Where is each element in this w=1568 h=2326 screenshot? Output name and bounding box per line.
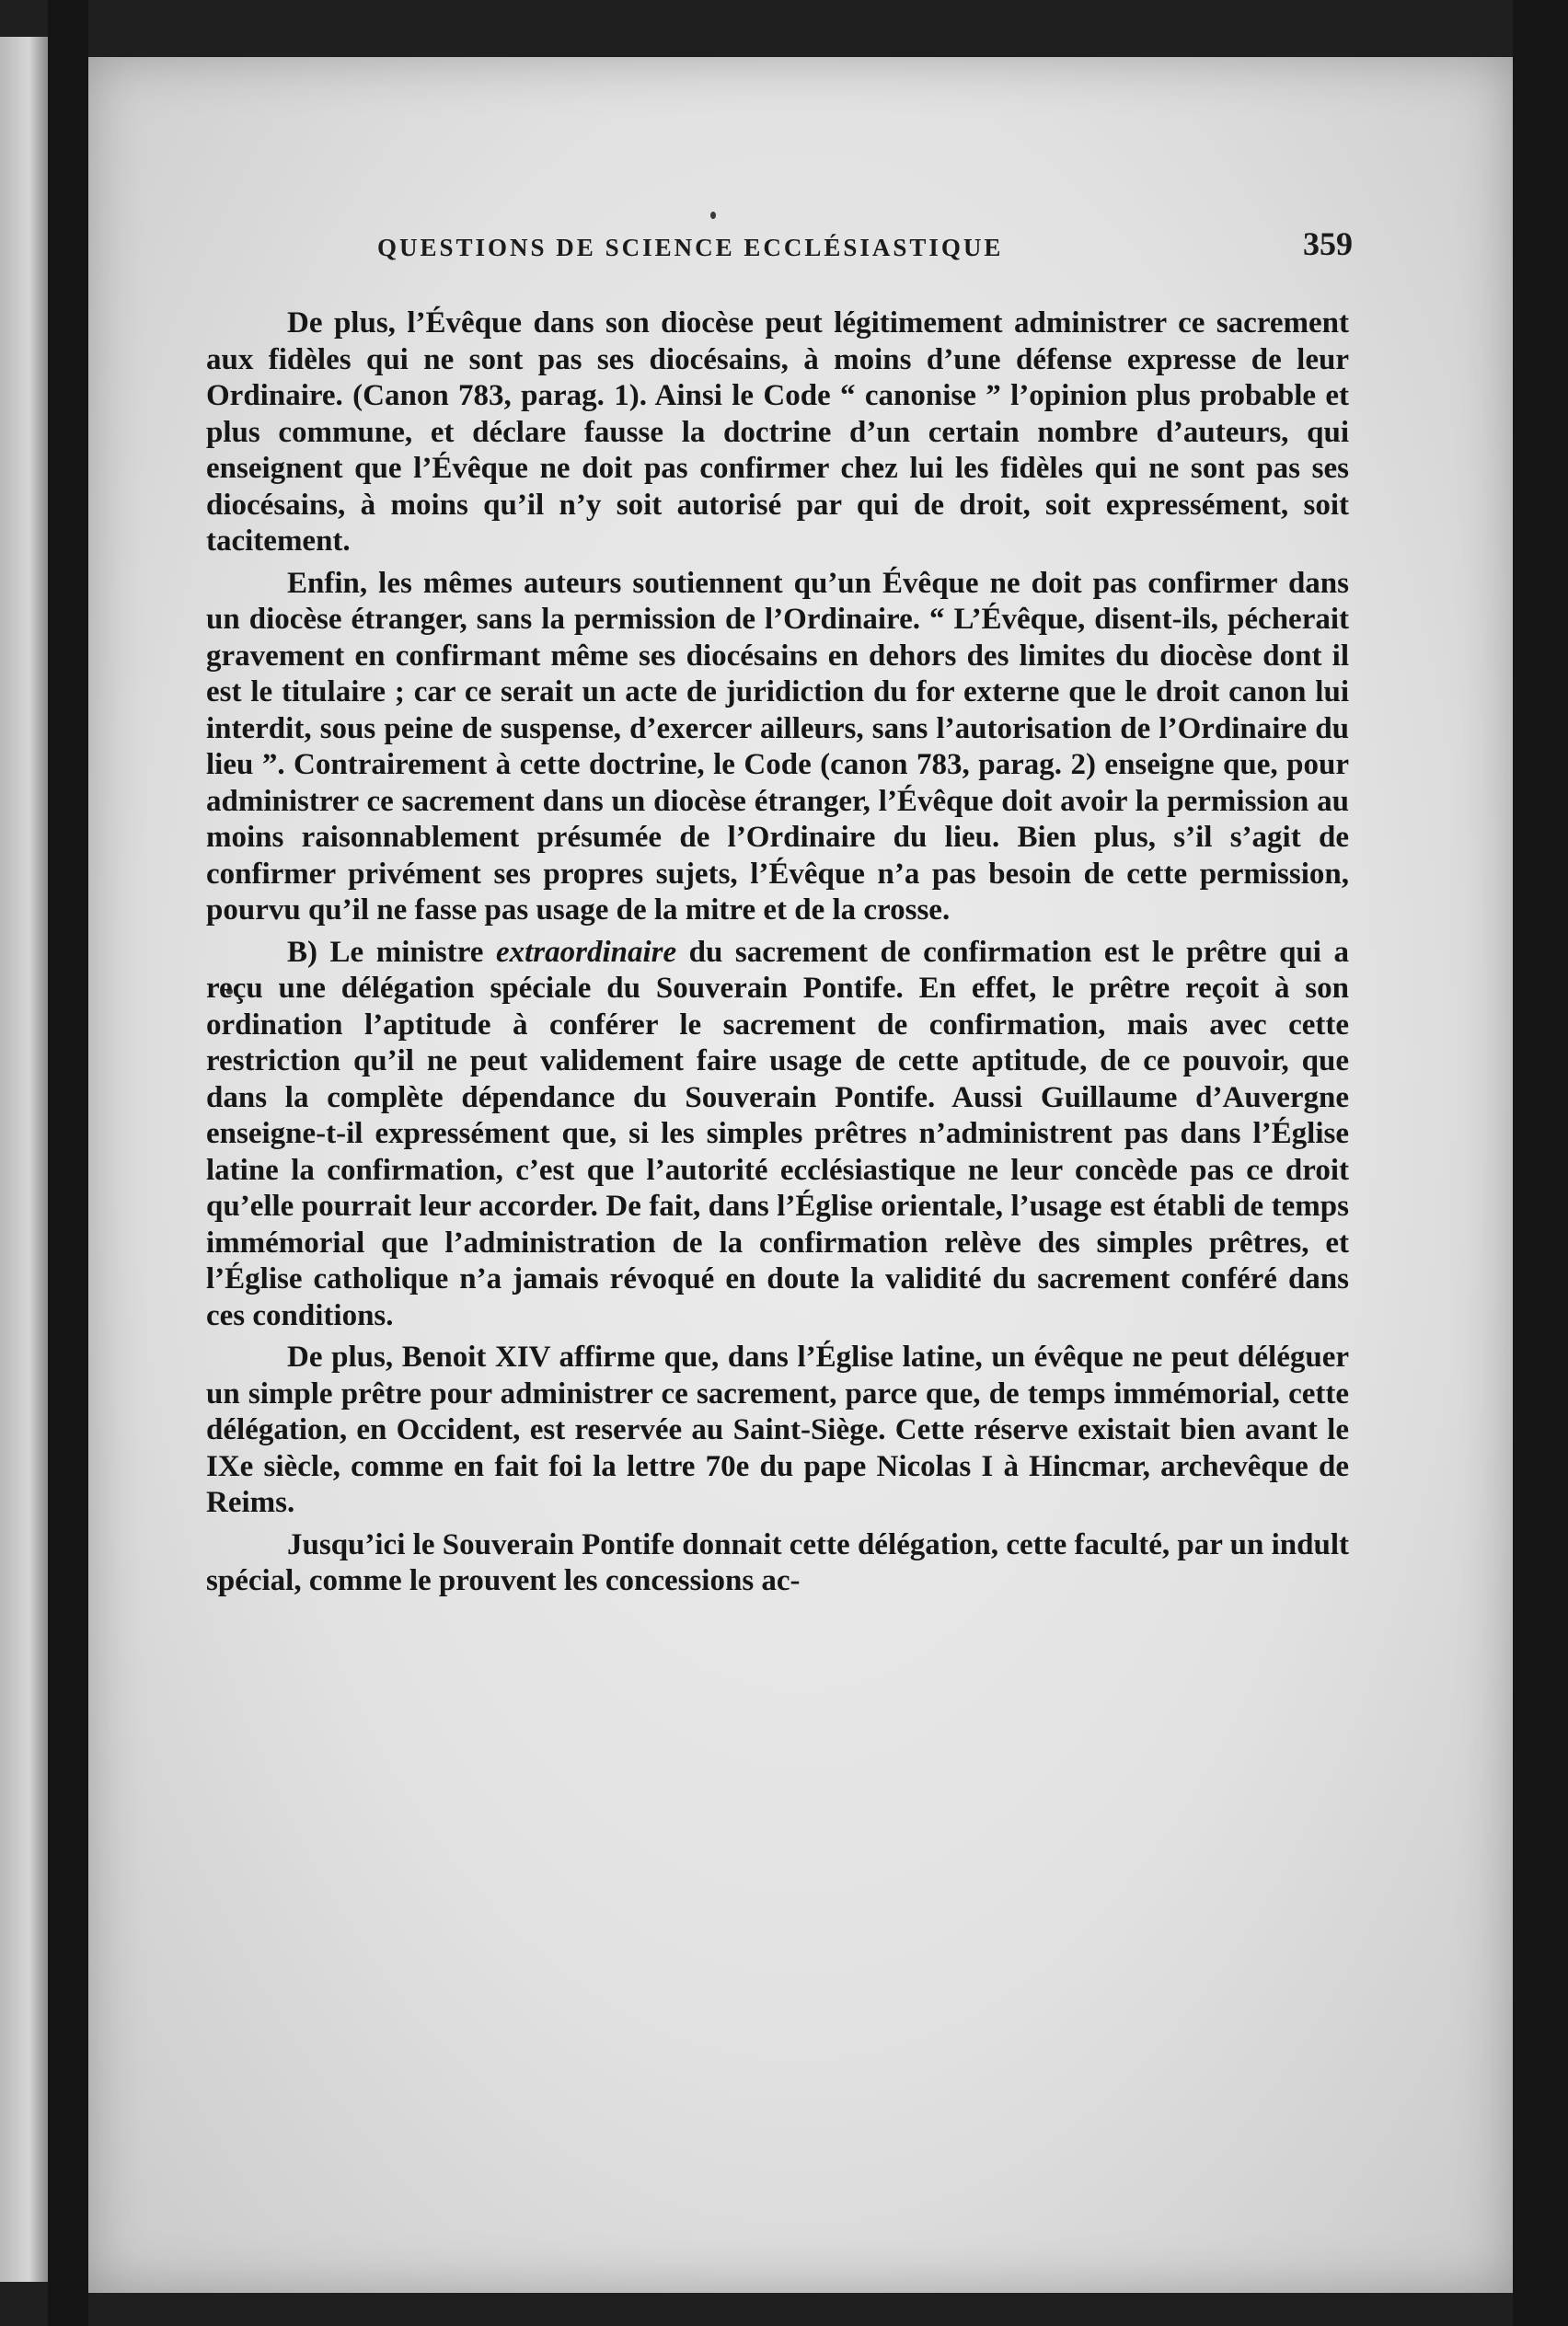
page-number: 359 [1303, 225, 1353, 262]
paragraph: Jusqu’ici le Souverain Pontife donnait cette délégation, cette faculté, par un indult spécial, comme le prouvent les concessions ac- [206, 1527, 1349, 1597]
body-text [206, 305, 1349, 2219]
running-head [377, 223, 1353, 278]
paragraph: Enfin, les mêmes auteurs soutiennent qu’un Évêque ne doit pas confirmer dans un diocèse étranger, sans la permission de l’Ordinaire. “ L’Évêque, disent-ils, pécherait gravement en confirmant même ses diocésains en dehors des limites du diocèse dont il est le titulaire ; car ce serait un acte de juridiction du for externe que le droit canon lui interdit, sous peine de suspense, d’exercer ailleurs, sans l’autorisation de l’Ordinaire du lieu ”. Contrairement à cette doctrine, le Code (canon 783, parag. 2) enseigne que, pour administrer ce sacrement dans un diocèse étranger, l’Évêque doit avoir la permission au moins raisonnablement présumée de l’Ordinaire du lieu. Bien plus, s’il s’agit de confirmer privément ses propres sujets, l’Évêque n’a pas besoin de cette permission, pourvu qu’il ne fasse pas usage de la mitre et de la crosse. [206, 566, 1349, 927]
running-title: QUESTIONS DE SCIENCE ECCLÉSIASTIQUE [377, 234, 1004, 261]
paragraph: B) Le ministre extraordinaire du sacrement de confirmation est le prêtre qui a reçu une délégation spéciale du Souverain Pontife. En effet, le prêtre reçoit à son ordination l’aptitude à conférer le sacrement de confirmation, mais avec cette restriction qu’il ne peut validement faire usage de cette aptitude, de ce pouvoir, que dans la complète dépendance du Souverain Pontife. Aussi Guillaume d’Auvergne enseigne-t-il expressément que, si les simples prêtres n’administrent pas dans l’Église latine la confirmation, c’est que l’autorité ecclésiastique ne leur concède pas ce droit qu’elle pourrait leur accorder. De fait, dans l’Église orientale, l’usage est établi de temps immémorial que l’administration de la confirmation relève des simples prêtres, et l’Église catholique n’a jamais révoqué en doute la validité du sacrement conféré dans ces conditions. [206, 935, 1349, 1332]
paragraph: De plus, Benoit XIV affirme que, dans l’Église latine, un évêque ne peut déléguer un simple prêtre pour administrer ce sacrement, parce que, de temps immémorial, cette délégation, en Occident, est reservée au Saint-Siège. Cette réserve existait bien avant le IXe siècle, comme en fait foi la lettre 70e du pape Nicolas I à Hincmar, archevêque de Reims. [206, 1341, 1349, 1519]
emphasis-extraordinaire: extraordinaire [495, 935, 677, 969]
paragraph: De plus, l’Évêque dans son diocèse peut légitimement administrer ce sacrement aux fidèles qui ne sont pas ses diocésains, à moins d’une défense expresse de leur Ordinaire. (Canon 783, parag. 1). Ainsi le Code “ canonise ” l’opinion plus probable et plus commune, et déclare fausse la doctrine d’un certain nombre d’auteurs, qui enseignent que l’Évêque ne doit pas confirmer chez lui les fidèles qui ne sont pas ses diocésains, à moins qu’il n’y soit autorisé par qui de droit, soit expressément, soit tacitement. [206, 306, 1349, 558]
dust-speck [710, 212, 716, 219]
adjacent-page-edge [0, 37, 48, 2282]
book-gutter [48, 0, 88, 2326]
film-border-right [1513, 0, 1568, 2326]
